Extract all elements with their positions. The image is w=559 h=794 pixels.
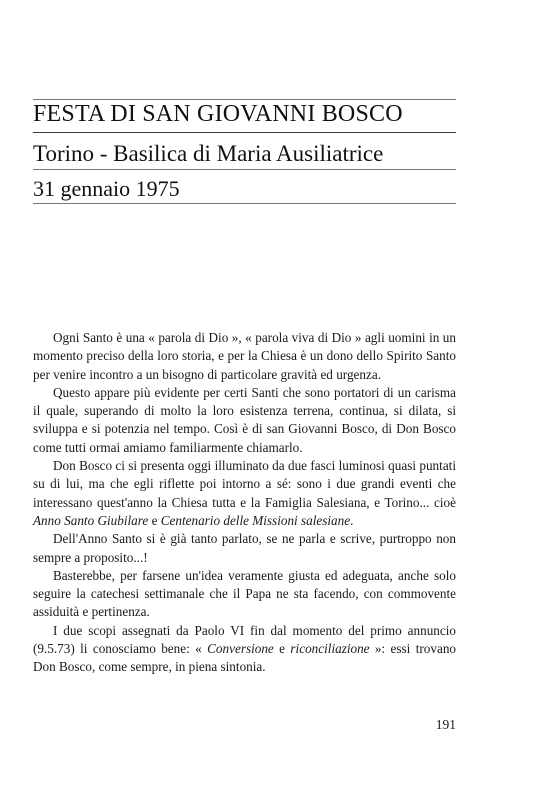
paragraph	[33, 567, 456, 622]
body-text	[33, 329, 456, 677]
page-title: FESTA DI SAN GIOVANNI BOSCO	[33, 101, 403, 127]
paragraph-text: »: essi trovano Don Bosco, come sempre, in piena sintonia.	[33, 641, 457, 675]
paragraph	[33, 384, 456, 457]
top-rule	[33, 99, 456, 100]
paragraph-text: Ogni Santo è una « parola di Dio », « parola viva di Dio » agli uomini in un momento preciso della loro storia, e per la Chiesa è un dono dello Spirito Santo per venire incontro a un bisogno di particolare gravità ed urgenza.	[33, 330, 456, 382]
paragraph-text: I due scopi assegnati da Paolo VI fin dal momento del primo annuncio (9.5.73) li conosciamo bene: «	[33, 622, 456, 657]
italic-term: Centenario delle Missioni salesiane	[160, 512, 351, 528]
paragraph-text: Don Bosco ci si presenta oggi illuminato da due fasci luminosi quasi puntati su di lui, ma che egli riflette poi intorno a sé: sono i due grandi eventi che interessano quest'anno la Chiesa tutta e la Famiglia Salesiana, e Torino... cioè	[33, 458, 456, 510]
paragraph	[33, 329, 456, 384]
paragraph-text: .	[350, 512, 354, 528]
title-rule	[33, 132, 456, 133]
italic-term: riconciliazione	[290, 641, 370, 657]
paragraph-text: e	[273, 641, 291, 657]
paragraph	[33, 530, 456, 567]
location-rule	[33, 169, 456, 170]
paragraph	[33, 457, 456, 530]
paragraph	[33, 622, 456, 677]
italic-term: Anno Santo Giubilare	[33, 512, 149, 528]
date-rule	[33, 203, 456, 204]
italic-term: Conversione	[207, 641, 274, 657]
paragraph-text: Basterebbe, per farsene un'idea veramente giusta ed adeguata, anche solo seguire la catechesi settimanale che il Papa ne sta facendo, con commovente assiduità e pertinenza.	[33, 567, 456, 620]
paragraph-text: e	[148, 512, 161, 528]
paragraph-text: Questo appare più evidente per certi Santi che sono portatori di un carisma il quale, superando di molto la loro esistenza terrena, continua, si dilata, si sviluppa e si potenzia nel tempo. Così è di san Giovanni Bosco, di Don Bosco come tutti ormai amiamo familiarmente chiamarlo.	[33, 384, 456, 455]
location-subtitle: Torino - Basilica di Maria Ausiliatrice	[33, 141, 384, 166]
paragraph-text: Dell'Anno Santo si è già tanto parlato, se ne parla e scrive, purtroppo non sempre a proposito...!	[33, 531, 456, 565]
date-subtitle: 31 gennaio 1975	[33, 176, 180, 201]
page-number: 191	[435, 717, 456, 732]
